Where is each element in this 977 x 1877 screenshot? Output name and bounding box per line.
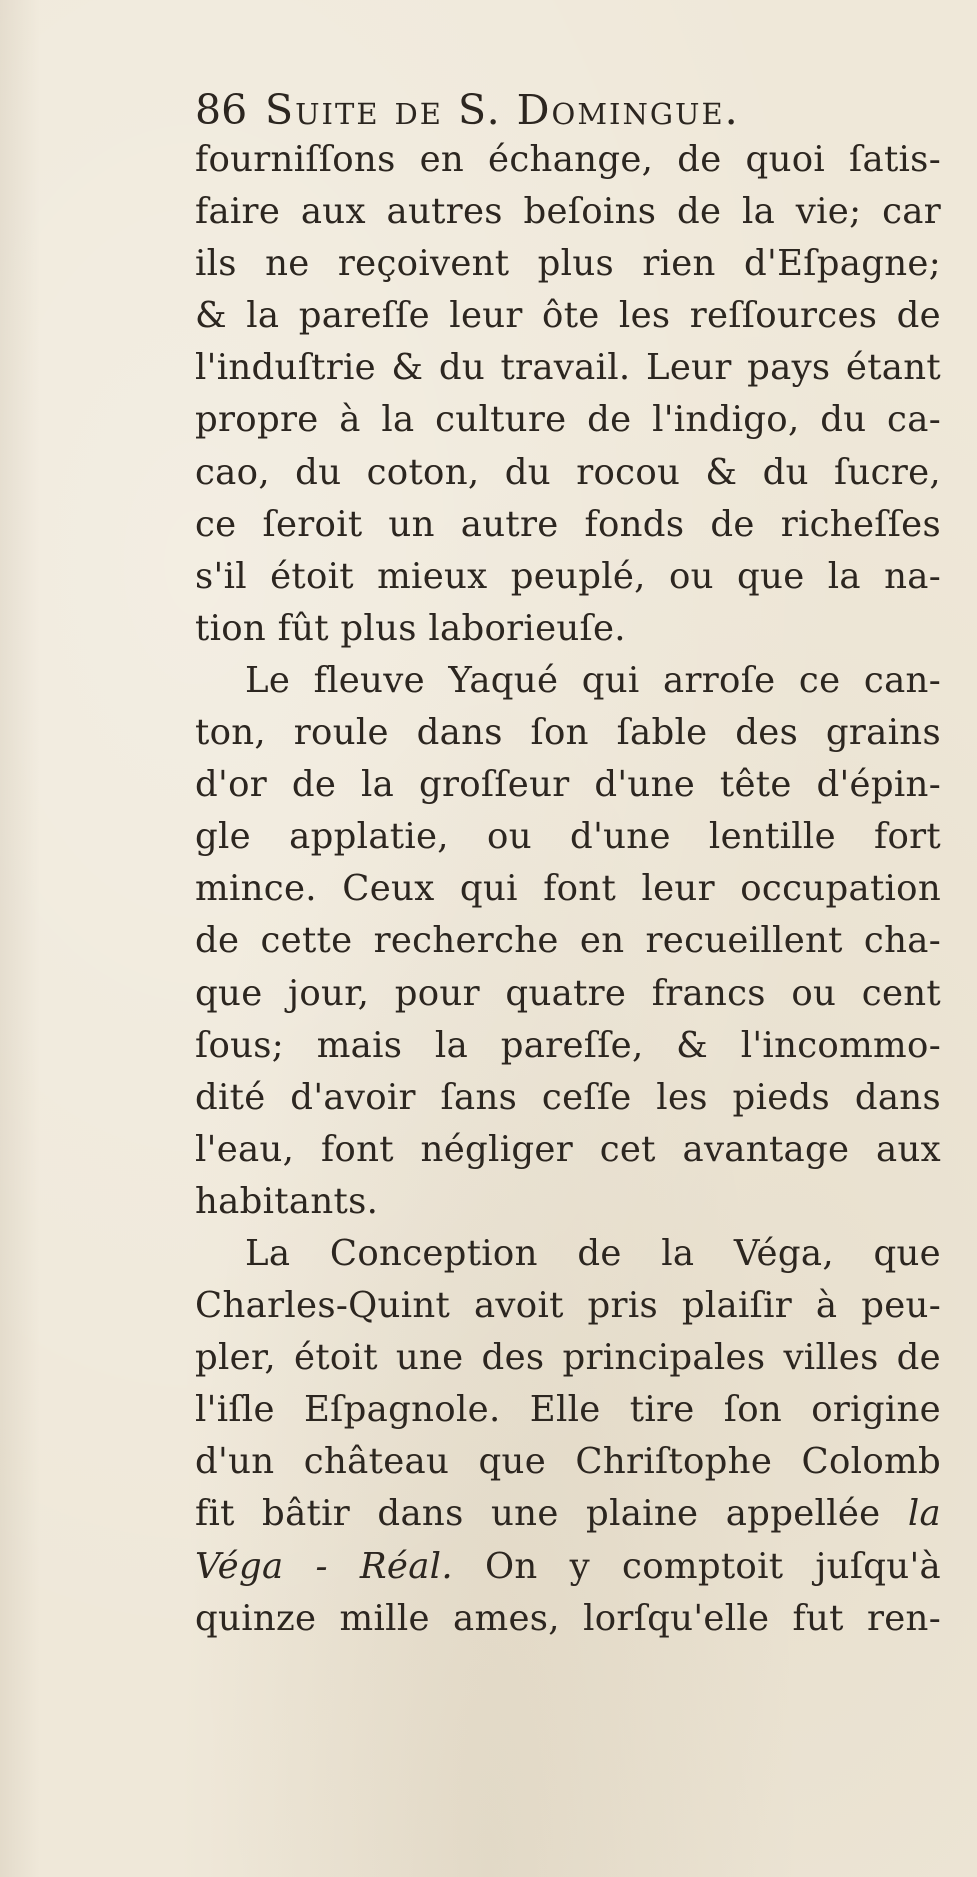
text-line: ce ſeroit un autre fonds de richeſſes xyxy=(195,503,941,545)
text-line: ils ne reçoivent plus rien d'Eſpagne; xyxy=(195,243,941,285)
text-line: s'il étoit mieux peuplé, ou que la na- xyxy=(195,555,941,597)
text-line: d'un château que Chriſtophe Colomb xyxy=(195,1441,941,1483)
text-line: propre à la culture de l'indigo, du ca- xyxy=(195,399,941,441)
text-line xyxy=(195,1488,941,1540)
text-line: mince. Ceux qui font leur occupation xyxy=(195,868,941,910)
text-line: que jour, pour quatre francs ou cent xyxy=(195,972,941,1014)
text-line: & la pareſſe leur ôte les reſſources de xyxy=(195,295,941,337)
text-line: l'induſtrie & du travail. Leur pays étant xyxy=(195,347,941,389)
text-line xyxy=(195,1541,941,1593)
page-header xyxy=(195,84,795,136)
text-line: l'eau, font négliger cet avantage aux xyxy=(195,1128,941,1170)
text-line: faire aux autres beſoins de la vie; car xyxy=(195,191,941,233)
running-title: Suite de S. Domingue. xyxy=(265,86,740,134)
text-line: tion fût plus laborieuſe. xyxy=(195,607,626,649)
page-number: 86 xyxy=(195,86,248,134)
text-line: l'iſle Eſpagnole. Elle tire ſon origine xyxy=(195,1389,941,1431)
text-line: gle applatie, ou d'une lentille fort xyxy=(195,816,941,858)
text-line: de cette recherche en recueillent cha- xyxy=(195,920,941,962)
text-segment: On y comptoit juſqu'à xyxy=(484,1545,941,1587)
text-line: pler, étoit une des principales villes de xyxy=(195,1337,941,1379)
text-line: d'or de la groſſeur d'une tête d'épin- xyxy=(195,764,941,806)
text-line: habitants. xyxy=(195,1180,379,1222)
text-line: La Conception de la Véga, que xyxy=(245,1232,941,1274)
text-line: cao, du coton, du rocou & du ſucre, xyxy=(195,451,941,493)
text-line: quinze mille ames, lorſqu'elle fut ren- xyxy=(195,1597,941,1639)
body-text xyxy=(195,134,941,1645)
text-line: dité d'avoir ſans ceſſe les pieds dans xyxy=(195,1076,941,1118)
italic-segment: la xyxy=(907,1493,941,1535)
text-line: ton, roule dans ſon ſable des grains xyxy=(195,712,941,754)
text-line: fourniſſons en échange, de quoi ſatis- xyxy=(195,139,941,180)
text-segment: fit bâtir dans une plaine appellée xyxy=(195,1493,881,1535)
page-fold-shadow xyxy=(0,0,40,1877)
text-line: ſous; mais la pareſſe, & l'incommo- xyxy=(195,1024,941,1066)
text-line: Le fleuve Yaqué qui arroſe ce can- xyxy=(245,659,941,701)
text-line: Charles-Quint avoit pris plaiſir à peu- xyxy=(195,1285,941,1327)
italic-place-name: Véga - Réal. xyxy=(195,1545,453,1587)
